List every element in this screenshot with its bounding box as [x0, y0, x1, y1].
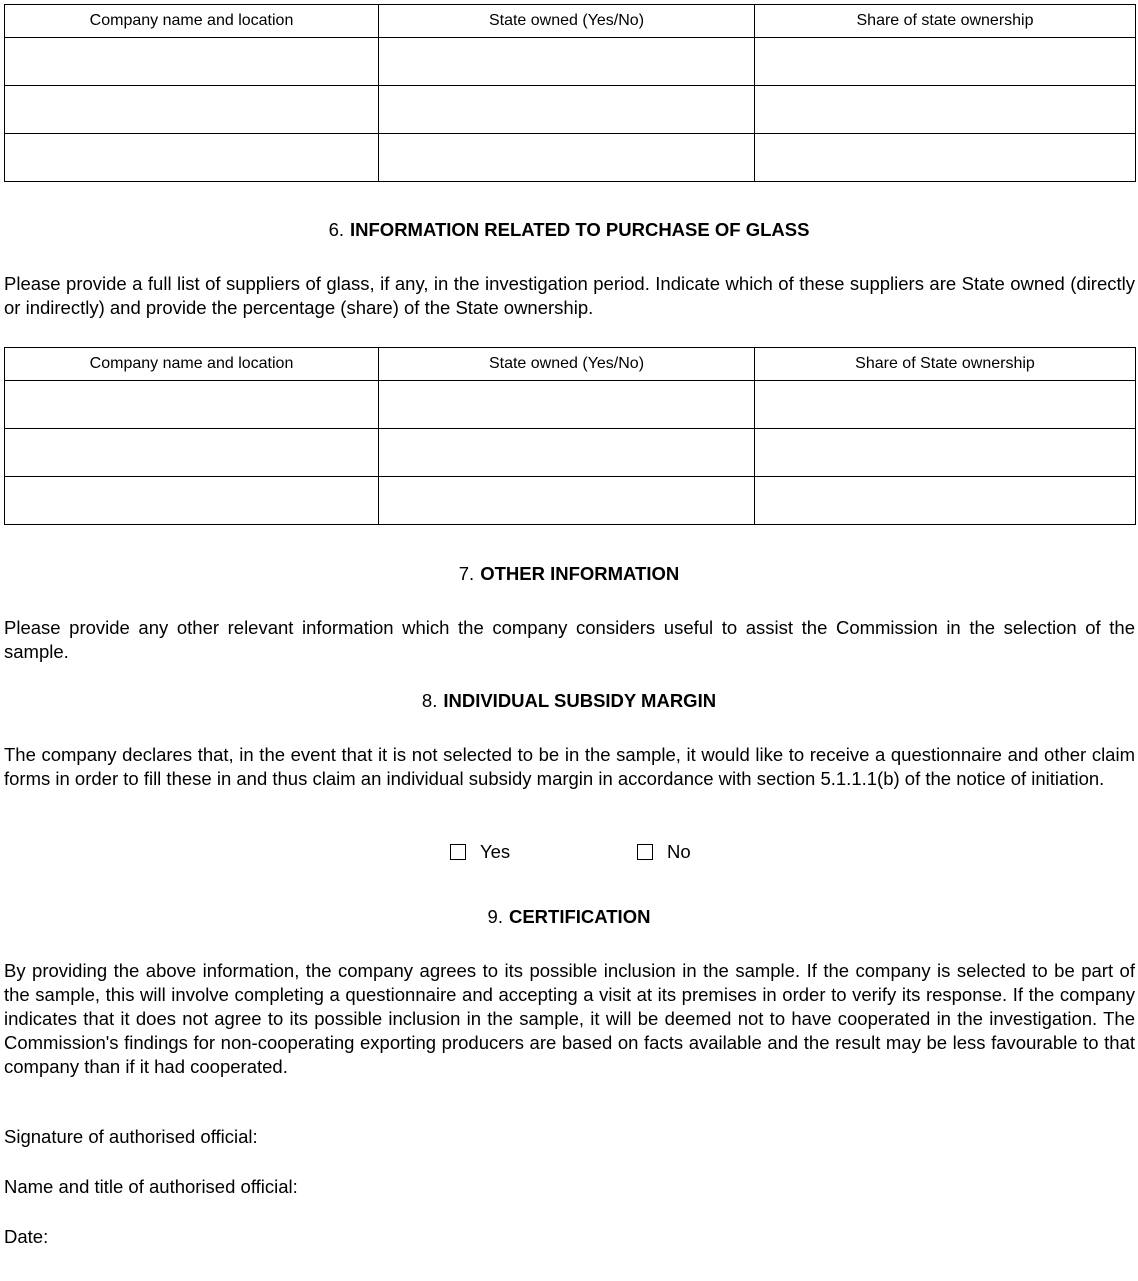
- table-cell[interactable]: [5, 477, 379, 525]
- table-cell[interactable]: [5, 429, 379, 477]
- header-share-ownership: Share of State ownership: [755, 348, 1136, 381]
- table-cell[interactable]: [755, 477, 1136, 525]
- subsidy-margin-choice: [0, 840, 1138, 866]
- header-company-name: Company name and location: [5, 5, 379, 38]
- table-cell[interactable]: [379, 38, 755, 86]
- no-checkbox[interactable]: [637, 844, 653, 860]
- section-8-heading: [0, 690, 1138, 712]
- table-row: [5, 381, 1136, 429]
- section-9-text: By providing the above information, the company agrees to its possible inclusion in the sample. If the company is selected to be part of the sample, this will involve completing a questionnaire and accepting a visit at its premises in order to verify its response. If the company indicates that it does not agree to its possible inclusion in the sample, it will be deemed not to have cooperated in the investigation. The Commission's findings for non-cooperating exporting producers are based on facts available and the result may be less favourable to that company than if it had cooperated.: [4, 960, 1135, 1077]
- table-row: [5, 477, 1136, 525]
- state-ownership-table: [4, 4, 1136, 182]
- header-company-name: Company name and location: [5, 348, 379, 381]
- name-title-label: Name and title of authorised official:: [4, 1176, 298, 1197]
- section-8-text: The company declares that, in the event that it is not selected to be in the sample, it would like to receive a questionnaire and other claim forms in order to fill these in and thus claim an individual subsidy margin in accordance with section 5.1.1.1(b) of the notice of initiation.: [4, 744, 1135, 789]
- table-cell[interactable]: [755, 134, 1136, 182]
- signature-label: Signature of authorised official:: [4, 1126, 258, 1147]
- table-header-row: [5, 5, 1136, 38]
- section-6-text: Please provide a full list of suppliers of glass, if any, in the investigation period. Indicate which of these suppliers are State owned (directly or indirectly) and provide the percentage (share) of the State ownership.: [4, 273, 1135, 318]
- table-cell[interactable]: [379, 477, 755, 525]
- header-share-ownership: Share of state ownership: [755, 5, 1136, 38]
- section-title: OTHER INFORMATION: [480, 563, 680, 584]
- table-cell[interactable]: [755, 38, 1136, 86]
- section-number: 9.: [487, 906, 503, 927]
- table-cell[interactable]: [5, 134, 379, 182]
- table-cell[interactable]: [379, 381, 755, 429]
- yes-checkbox[interactable]: [450, 844, 466, 860]
- header-state-owned: State owned (Yes/No): [379, 348, 755, 381]
- section-title: CERTIFICATION: [508, 906, 651, 927]
- section-number: 7.: [458, 563, 475, 584]
- table-header-row: [5, 348, 1136, 381]
- table-cell[interactable]: [755, 429, 1136, 477]
- section-number: 8.: [421, 690, 438, 711]
- yes-option[interactable]: [450, 840, 510, 864]
- table-cell[interactable]: [379, 134, 755, 182]
- section-9-heading: [0, 906, 1138, 928]
- table-row: [5, 86, 1136, 134]
- section-title: INFORMATION RELATED TO PURCHASE OF GLASS: [350, 219, 810, 240]
- section-6-heading: [0, 219, 1138, 241]
- no-label: No: [667, 841, 691, 862]
- section-7-heading: [0, 563, 1138, 585]
- table-cell[interactable]: [755, 86, 1136, 134]
- section-7-text: Please provide any other relevant information which the company considers useful to assist the Commission in the selection of the sample.: [4, 617, 1135, 662]
- yes-label: Yes: [480, 841, 511, 862]
- table-row: [5, 38, 1136, 86]
- no-option[interactable]: [637, 840, 691, 864]
- section-title: INDIVIDUAL SUBSIDY MARGIN: [443, 690, 717, 711]
- table-cell[interactable]: [5, 86, 379, 134]
- table-row: [5, 134, 1136, 182]
- table-cell[interactable]: [5, 381, 379, 429]
- date-label: Date:: [4, 1226, 49, 1247]
- header-state-owned: State owned (Yes/No): [379, 5, 755, 38]
- glass-suppliers-table: [4, 347, 1136, 525]
- table-row: [5, 429, 1136, 477]
- section-number: 6.: [328, 219, 344, 240]
- table-cell[interactable]: [379, 86, 755, 134]
- table-cell[interactable]: [5, 38, 379, 86]
- table-cell[interactable]: [755, 381, 1136, 429]
- table-cell[interactable]: [379, 429, 755, 477]
